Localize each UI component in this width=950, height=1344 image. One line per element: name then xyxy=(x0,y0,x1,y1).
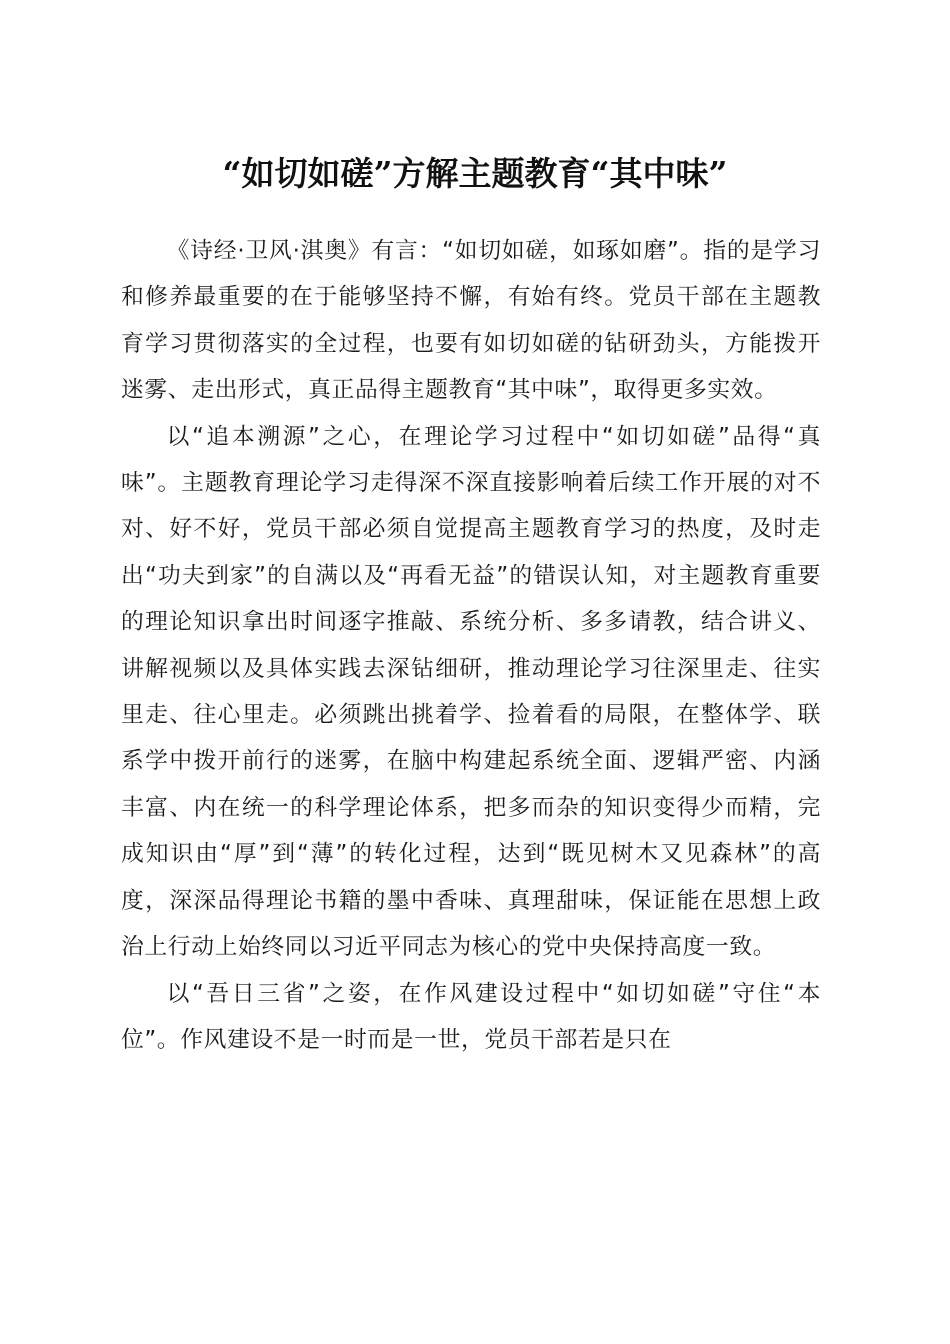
page-title: “如切如磋”方解主题教育“其中味” xyxy=(222,154,728,194)
paragraph-intro: 《诗经·卫风·淇奥》有言：“如切如磋，如琢如磨”。指的是学习和修养最重要的在于能够坚持不懈，有始有终。党员干部在主题教育学习贯彻落实的全过程，也要有如切如磋的钻研劲头，方能拨开迷雾、走出形式，真正品得主题教育“其中味”，取得更多实效。 xyxy=(121,238,821,404)
paragraph-work-style: 以“吾日三省”之姿，在作风建设过程中“如切如磋”守住“本位”。作风建设不是一时而是一世，党员干部若是只在 xyxy=(121,980,821,1053)
article-body xyxy=(121,228,821,1063)
paragraph-theory-study: 以“追本溯源”之心，在理论学习过程中“如切如磋”品得“真味”。主题教育理论学习走得深不深直接影响着后续工作开展的对不对、好不好，党员干部必须自觉提高主题教育学习的热度，及时走出“功夫到家”的自满以及“再看无益”的错误认知，对主题教育重要的理论知识拿出时间逐字推敲、系统分析、多多请教，结合讲义、讲解视频以及具体实践去深钻细研，推动理论学习往深里走、往实里走、往心里走。必须跳出挑着学、捡着看的局限，在整体学、联系学中拨开前行的迷雾，在脑中构建起系统全面、逻辑严密、内涵丰富、内在统一的科学理论体系，把多而杂的知识变得少而精，完成知识由“厚”到“薄”的转化过程，达到“既见树木又见森林”的高度，深深品得理论书籍的墨中香味、真理甜味，保证能在思想上政治上行动上始终同以习近平同志为核心的党中央保持高度一致。 xyxy=(121,423,821,961)
